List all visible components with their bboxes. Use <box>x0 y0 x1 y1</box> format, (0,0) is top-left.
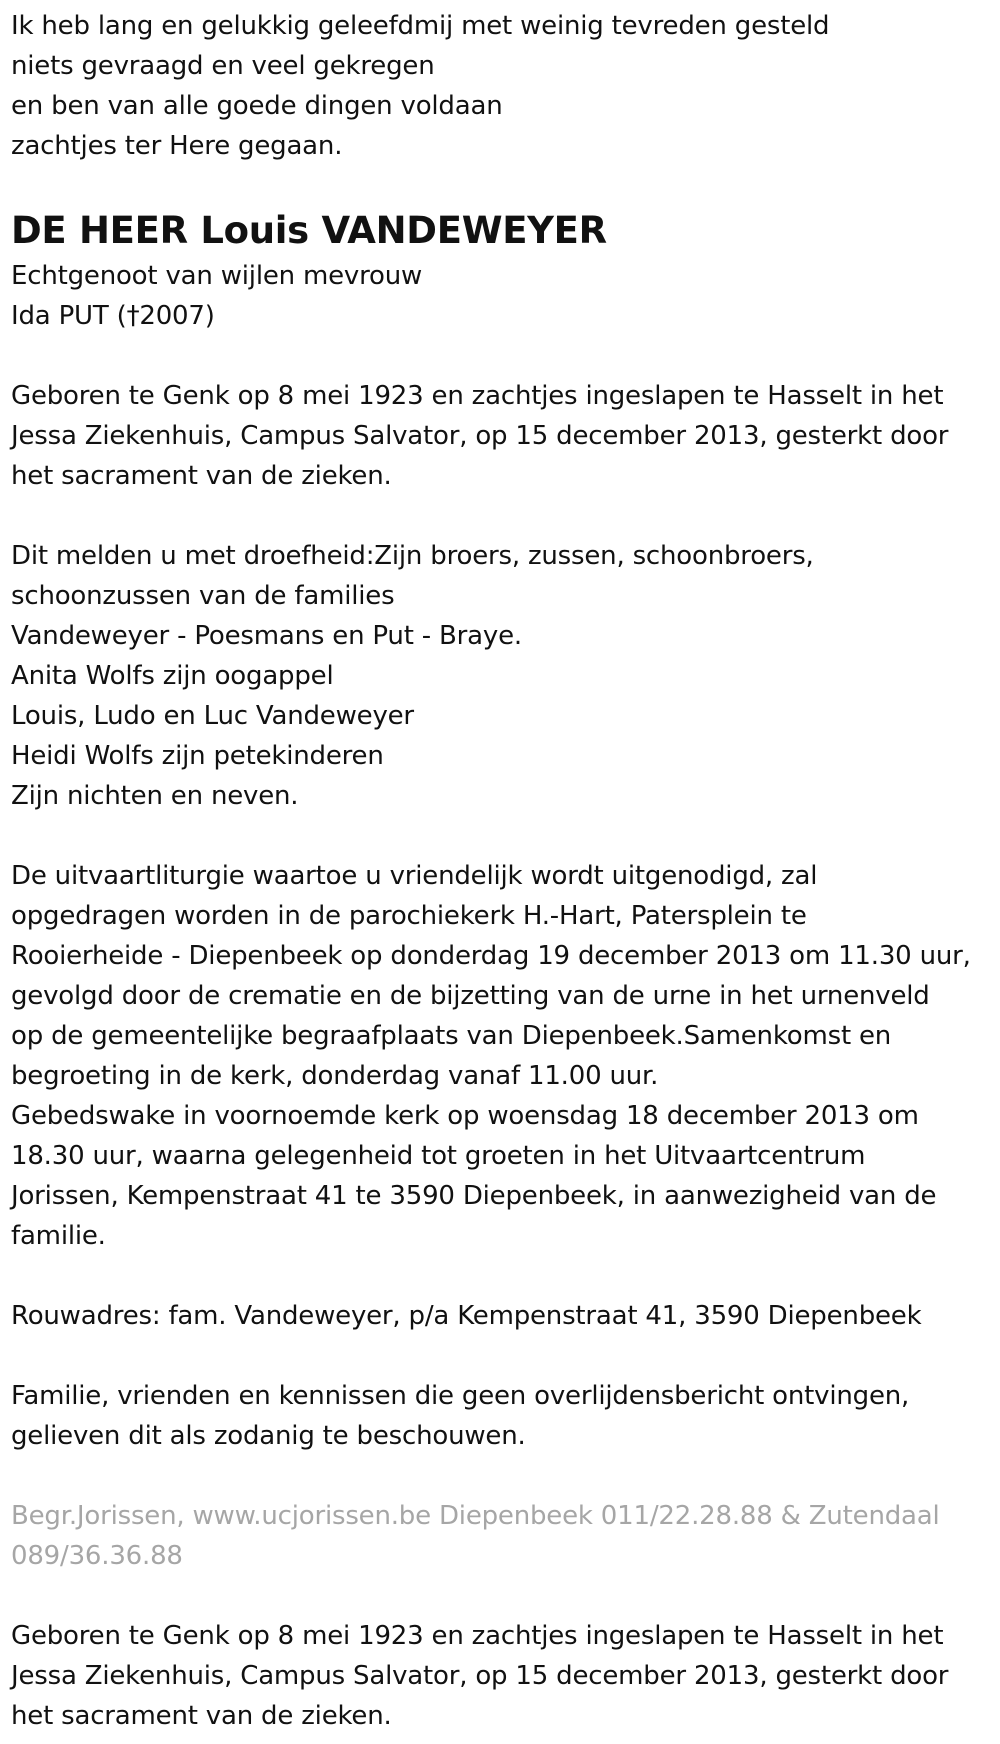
paragraph-line: Jessa Ziekenhuis, Campus Salvator, op 15 december 2013, gesterkt door <box>11 421 949 451</box>
paragraph-line: op de gemeentelijke begraafplaats van Diepenbeek.Samenkomst en <box>11 1021 892 1051</box>
paragraph-line: Dit melden u met droefheid:Zijn broers, zussen, schoonbroers, <box>11 541 814 571</box>
paragraph-line: Anita Wolfs zijn oogappel <box>11 661 334 691</box>
verse-line: zachtjes ter Here gegaan. <box>11 131 343 161</box>
paragraph-line: Jorissen, Kempenstraat 41 te 3590 Diepenbeek, in aanwezigheid van de <box>11 1181 937 1211</box>
paragraph-line: Geboren te Genk op 8 mei 1923 en zachtjes ingeslapen te Hasselt in het <box>11 381 944 411</box>
opening-verse <box>11 6 1000 166</box>
family-paragraph <box>11 536 1000 816</box>
funeral-paragraph <box>11 856 1000 1256</box>
spouse-line: Echtgenoot van wijlen mevrouw <box>11 261 423 291</box>
spouse-line: Ida PUT (†2007) <box>11 301 215 331</box>
paragraph-line: Gebedswake in voornoemde kerk op woensdag 18 december 2013 om <box>11 1101 919 1131</box>
paragraph-line: Heidi Wolfs zijn petekinderen <box>11 741 384 771</box>
paragraph-line: het sacrament van de zieken. <box>11 461 392 491</box>
birth-death-paragraph-repeat <box>11 1616 1000 1736</box>
deceased-name-heading: DE HEER Louis VANDEWEYER <box>11 209 607 252</box>
paragraph-line: opgedragen worden in de parochiekerk H.-Hart, Patersplein te <box>11 901 807 931</box>
birth-death-paragraph <box>11 376 1000 496</box>
paragraph-line: Jessa Ziekenhuis, Campus Salvator, op 15 december 2013, gesterkt door <box>11 1661 949 1691</box>
undertaker-line: 089/36.36.88 <box>11 1541 183 1571</box>
paragraph-line: Vandeweyer - Poesmans en Put - Braye. <box>11 621 522 651</box>
paragraph-line: Familie, vrienden en kennissen die geen overlijdensbericht ontvingen, <box>11 1381 910 1411</box>
paragraph-line: gevolgd door de crematie en de bijzetting van de urne in het urnenveld <box>11 981 930 1011</box>
paragraph-line: 18.30 uur, waarna gelegenheid tot groeten in het Uitvaartcentrum <box>11 1141 866 1171</box>
verse-line: Ik heb lang en gelukkig geleefdmij met weinig tevreden gesteld <box>11 11 830 41</box>
paragraph-line: familie. <box>11 1221 106 1251</box>
undertaker-credit <box>11 1496 1000 1576</box>
paragraph-line: schoonzussen van de families <box>11 581 395 611</box>
deceased-section <box>11 206 1000 336</box>
verse-line: niets gevraagd en veel gekregen <box>11 51 435 81</box>
paragraph-line: Rooierheide - Diepenbeek op donderdag 19 december 2013 om 11.30 uur, <box>11 941 971 971</box>
paragraph-line: Rouwadres: fam. Vandeweyer, p/a Kempenstraat 41, 3590 Diepenbeek <box>11 1301 922 1331</box>
paragraph-line: begroeting in de kerk, donderdag vanaf 11.00 uur. <box>11 1061 659 1091</box>
paragraph-line: Zijn nichten en neven. <box>11 781 299 811</box>
paragraph-line: De uitvaartliturgie waartoe u vriendelijk wordt uitgenodigd, zal <box>11 861 818 891</box>
paragraph-line: het sacrament van de zieken. <box>11 1701 392 1731</box>
paragraph-line: Geboren te Genk op 8 mei 1923 en zachtjes ingeslapen te Hasselt in het <box>11 1621 944 1651</box>
mourning-address <box>11 1296 1000 1336</box>
verse-line: en ben van alle goede dingen voldaan <box>11 91 503 121</box>
paragraph-line: Louis, Ludo en Luc Vandeweyer <box>11 701 414 731</box>
undertaker-line: Begr.Jorissen, www.ucjorissen.be Diepenbeek 011/22.28.88 & Zutendaal <box>11 1501 940 1531</box>
notice-paragraph <box>11 1376 1000 1456</box>
paragraph-line: gelieven dit als zodanig te beschouwen. <box>11 1421 526 1451</box>
